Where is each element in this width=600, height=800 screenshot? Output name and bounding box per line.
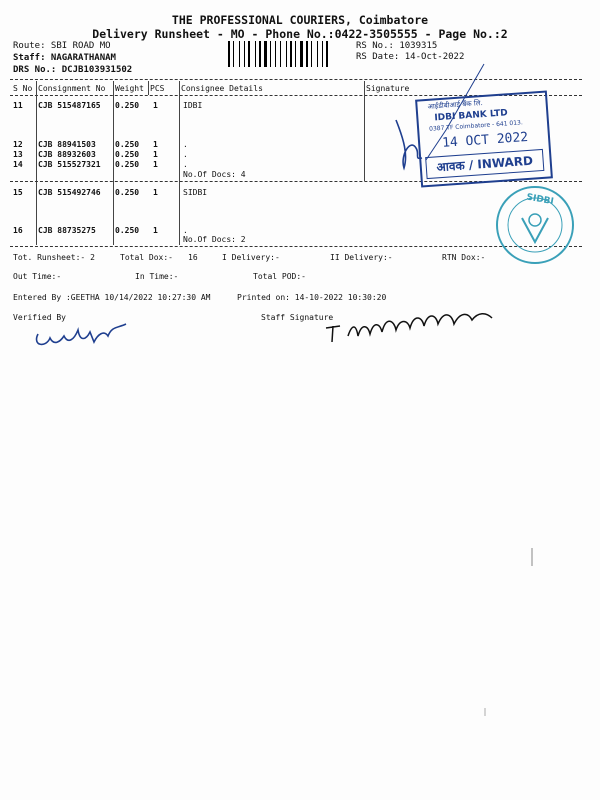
barcode-bar [277, 41, 279, 67]
barcode-bar [272, 41, 274, 67]
ii-delivery: II Delivery:- [330, 253, 393, 262]
company-title: THE PROFESSIONAL COURIERS, Coimbatore [171, 13, 429, 27]
row-weight: 0.250 [115, 160, 140, 169]
row-consignee: . [183, 140, 188, 149]
column-line [364, 81, 365, 181]
barcode-bar [241, 41, 243, 67]
column-line [179, 81, 180, 245]
stamp-hindi-text: आईडीबीआई बैंक लि. [427, 99, 483, 111]
row-pcs: 1 [153, 226, 158, 235]
stamp-date: 14 OCT 2022 [441, 129, 529, 151]
row-consignee: . [183, 226, 188, 235]
divider [10, 79, 582, 80]
barcode-bar [324, 41, 325, 67]
col-consignee: Consignee Details [181, 84, 263, 93]
stamp-inward: आवक / INWARD [425, 149, 544, 179]
row-pcs: 1 [153, 188, 158, 197]
row-consignee: IDBI [183, 101, 203, 110]
barcode-bar [264, 41, 267, 67]
row-consignment: CJB 515492746 [38, 188, 101, 197]
printed-on: Printed on: 14-10-2022 10:30:20 [237, 293, 387, 302]
row-pcs: 1 [153, 101, 158, 110]
staff-signature-label: Staff Signature [261, 313, 334, 322]
recipient-signature-icon [386, 60, 496, 180]
barcode-bar [255, 41, 256, 67]
row-sno: 12 [13, 140, 23, 149]
barcode-bar [322, 41, 323, 67]
barcode-bar [329, 41, 330, 67]
in-time: In Time:- [135, 272, 179, 281]
row-consignment: CJB 515527321 [38, 160, 101, 169]
row-pcs: 1 [153, 140, 158, 149]
row-sno: 15 [13, 188, 23, 197]
total-pod: Total POD:- [253, 272, 306, 281]
barcode-bar [259, 41, 261, 67]
staff-label: Staff: NAGARATHANAM [13, 53, 116, 63]
barcode-bar [300, 41, 303, 67]
barcode-bar [231, 41, 232, 67]
row-sno: 16 [13, 226, 23, 235]
barcode-bar [313, 41, 316, 67]
column-line [113, 81, 114, 245]
barcode-bar [262, 41, 263, 67]
row-consignment: CJB 88932603 [38, 150, 96, 159]
barcode [228, 41, 350, 67]
barcode-bar [268, 41, 269, 67]
seal-label: SIDBI [525, 192, 555, 208]
row-consignee: . [183, 160, 188, 169]
row-sno: 11 [13, 101, 23, 110]
col-signature: Signature [366, 84, 410, 93]
row-sno: 14 [13, 160, 23, 169]
barcode-bar [326, 41, 328, 67]
barcode-bar [244, 41, 245, 67]
barcode-bar [239, 41, 240, 67]
row-consignee: . [183, 150, 188, 159]
barcode-bar [235, 41, 238, 67]
row-consignment: CJB 88941503 [38, 140, 96, 149]
barcode-bar [293, 41, 294, 67]
barcode-bar [282, 41, 285, 67]
rs-date: RS Date: 14-Oct-2022 [356, 52, 465, 62]
barcode-bar [306, 41, 308, 67]
row-weight: 0.250 [115, 188, 140, 197]
stamp-bank-name: IDBI BANK LTD [434, 108, 509, 124]
out-time: Out Time:- [13, 272, 62, 281]
stamp-branch: 0387 TF Coimbatore - 641 013. [428, 119, 524, 133]
docs-count: No.Of Docs: 2 [183, 235, 246, 244]
barcode-bar [233, 41, 234, 67]
rtn-dox: RTN Dox:- [442, 253, 486, 262]
row-weight: 0.250 [115, 150, 140, 159]
barcode-bar [275, 41, 276, 67]
barcode-bar [246, 41, 247, 67]
route-label: Route: SBI ROAD MO [13, 41, 111, 51]
col-weight: Weight [115, 84, 144, 93]
i-delivery: I Delivery:- [222, 253, 280, 262]
row-pcs: 1 [153, 160, 158, 169]
row-sno: 13 [13, 150, 23, 159]
barcode-bar [290, 41, 292, 67]
barcode-bar [311, 41, 312, 67]
verified-by-label: Verified By [13, 313, 66, 322]
barcode-bar [270, 41, 271, 67]
barcode-bar [317, 41, 318, 67]
barcode-bar [257, 41, 258, 67]
row-consignment: CJB 515487165 [38, 101, 101, 110]
barcode-bar [288, 41, 289, 67]
total-dox-value: 16 [188, 253, 198, 262]
column-line [148, 81, 149, 95]
barcode-bar [228, 41, 230, 67]
barcode-bar [248, 41, 250, 67]
barcode-bar [280, 41, 281, 67]
row-weight: 0.250 [115, 226, 140, 235]
rs-number: RS No.: 1039315 [356, 41, 438, 51]
barcode-bar [309, 41, 310, 67]
row-consignment: CJB 88735275 [38, 226, 96, 235]
row-weight: 0.250 [115, 101, 140, 110]
barcode-bar [295, 41, 296, 67]
col-consignment: Consignment No [38, 84, 106, 93]
verifier-signature-icon [30, 316, 130, 352]
total-runsheet: Tot. Runsheet:- 2 [13, 253, 95, 262]
column-line [36, 81, 37, 245]
barcode-bar [251, 41, 254, 67]
total-dox-label: Total Dox:- [120, 253, 173, 262]
row-consignee: SIDBI [183, 188, 208, 197]
col-pcs: PCS [150, 84, 165, 93]
barcode-bar [304, 41, 305, 67]
docs-count: No.Of Docs: 4 [183, 170, 246, 179]
barcode-bar [319, 41, 321, 67]
runsheet-title: Delivery Runsheet - MO - Phone No.:0422-3505555 - Page No.:2 [92, 27, 508, 41]
row-weight: 0.250 [115, 140, 140, 149]
entered-by: Entered By :GEETHA 10/14/2022 10:27:30 AM [13, 293, 211, 302]
drs-number: DRS No.: DCJB103931502 [13, 65, 133, 75]
barcode-bar [286, 41, 287, 67]
row-pcs: 1 [153, 150, 158, 159]
sidbi-seal-icon [494, 184, 576, 266]
barcode-bar [297, 41, 299, 67]
staff-signature-icon [322, 306, 497, 346]
col-sno: S No [13, 84, 33, 93]
